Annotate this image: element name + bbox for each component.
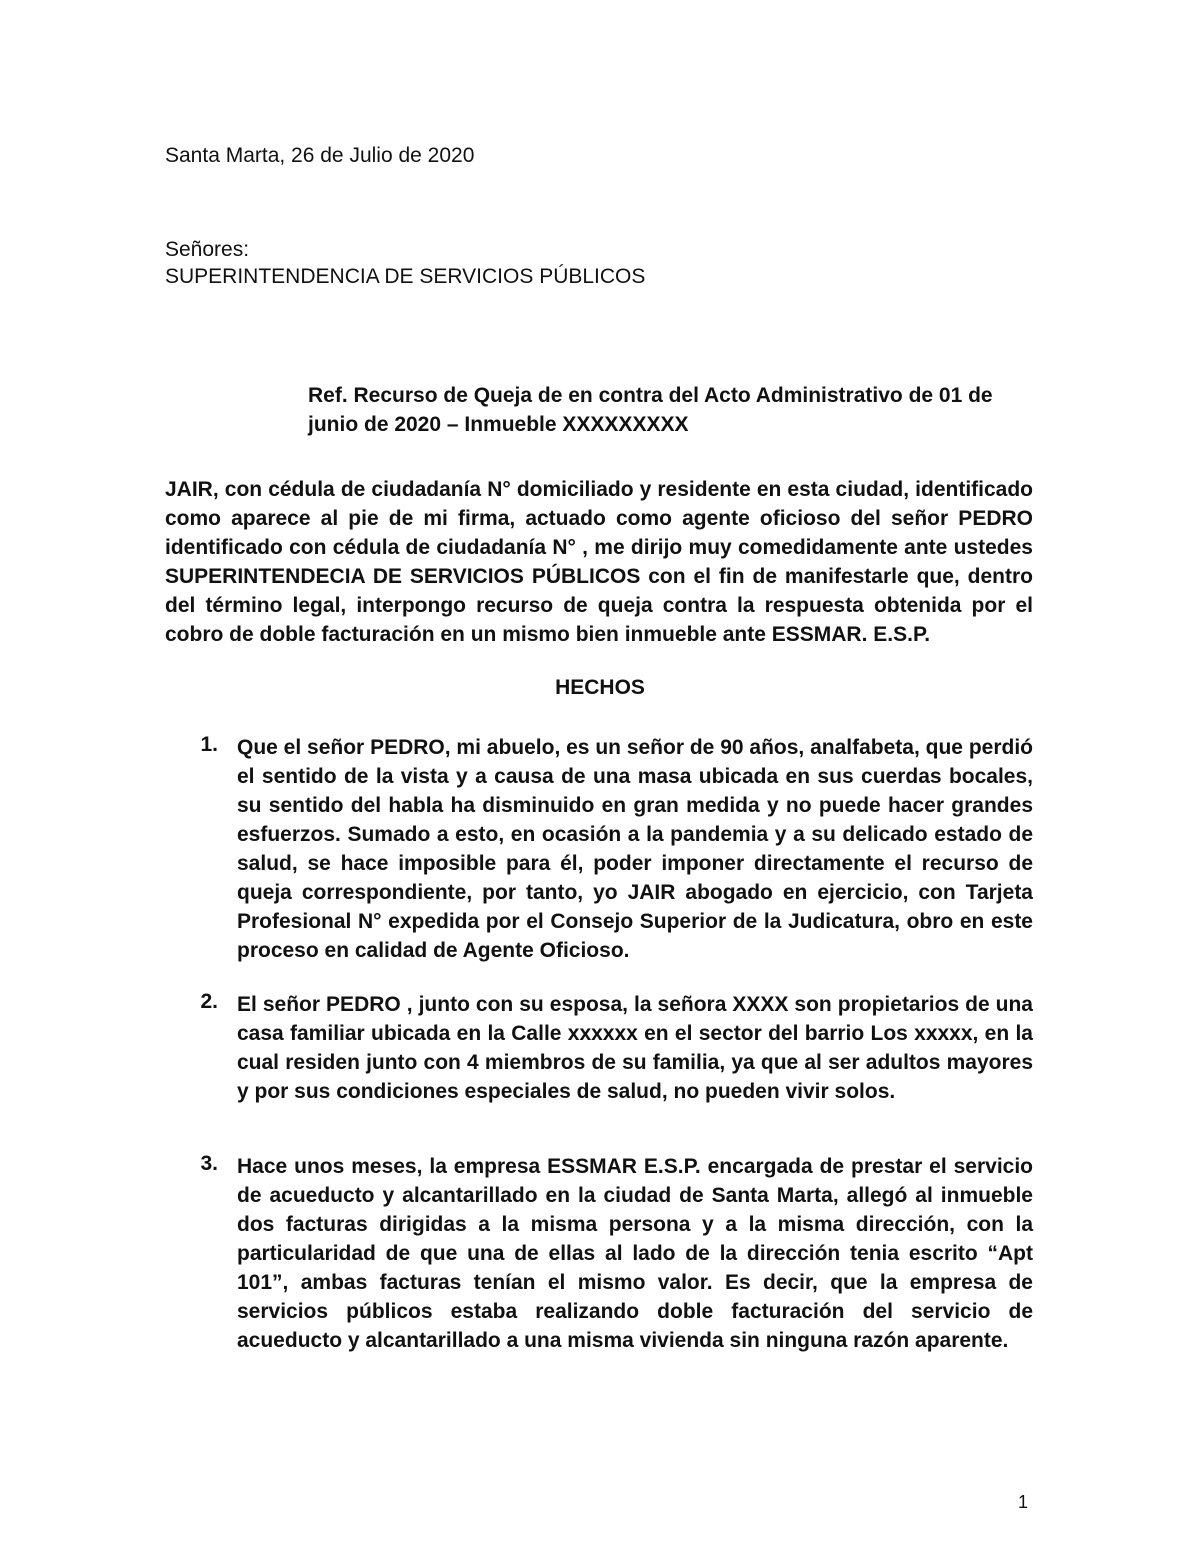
date-line: Santa Marta, 26 de Julio de 2020 <box>165 144 475 167</box>
reference-line: Ref. Recurso de Queja de en contra del Acto Administrativo de 01 de junio de 2020 – Inmueble XXXXXXXXX <box>308 384 993 436</box>
intro-name: JAIR, <box>165 478 219 501</box>
salutation: Señores: <box>165 238 250 261</box>
fact-number: 2. <box>200 990 218 1013</box>
page-number: 1 <box>1018 1492 1029 1512</box>
fact-text: El señor PEDRO , junto con su esposa, la señora XXXX son propietarios de una casa familiar ubicada en la Calle xxxxxx en el sector del barrio Los xxxxx, en la cual residen junto con 4 miembros de su familia, ya que al ser adultos mayores y por sus condiciones especiales de salud, no pueden vivir solos. <box>237 993 1033 1103</box>
recipient: SUPERINTENDENCIA DE SERVICIOS PÚBLICOS <box>165 265 646 288</box>
fact-number: 3. <box>200 1152 218 1175</box>
intro-paragraph <box>165 475 1033 649</box>
facts-heading: HECHOS <box>555 676 645 699</box>
fact-text: Que el señor PEDRO, mi abuelo, es un señor de 90 años, analfabeta, que perdió el sentido de la vista y a causa de una masa ubicada en sus cuerdas bocales, su sentido del habla ha disminuido en gran medida y no puede hacer grandes esfuerzos. Sumado a esto, en ocasión a la pandemia y a su delicado estado de salud, se hace imposible para él, poder imponer directamente el recurso de queja correspondiente, por tanto, yo JAIR abogado en ejercicio, con Tarjeta Profesional N° expedida por el Consejo Superior de la Judicatura, obro en este proceso en calidad de Agente Oficioso. <box>237 736 1033 962</box>
fact-text: Hace unos meses, la empresa ESSMAR E.S.P. encargada de prestar el servicio de acueducto y alcantarillado en la ciudad de Santa Marta, allegó al inmueble dos facturas dirigidas a la misma persona y a la misma dirección, con la particularidad de que una de ellas al lado de la dirección tenia escrito “Apt 101”, ambas facturas tenían el mismo valor. Es decir, que la empresa de servicios públicos estaba realizando doble facturación del servicio de acueducto y alcantarillado a una misma vivienda sin ninguna razón aparente. <box>237 1155 1033 1352</box>
intro-text: con cédula de ciudadanía N° domiciliado y residente en esta ciudad, identificado como aparece al pie de mi firma, actuado como agente oficioso del señor PEDRO identificado con cédula de ciudadanía N° , me dirijo muy comedidamente ante ustedes SUPERINTENDECIA DE SERVICIOS PÚBLICOS con el fin de manifestarle que, dentro del término legal, interpongo recurso de queja contra la respuesta obtenida por el cobro de doble facturación en un mismo bien inmueble ante ESSMAR. E.S.P. <box>165 478 1033 646</box>
fact-number: 1. <box>200 733 218 756</box>
